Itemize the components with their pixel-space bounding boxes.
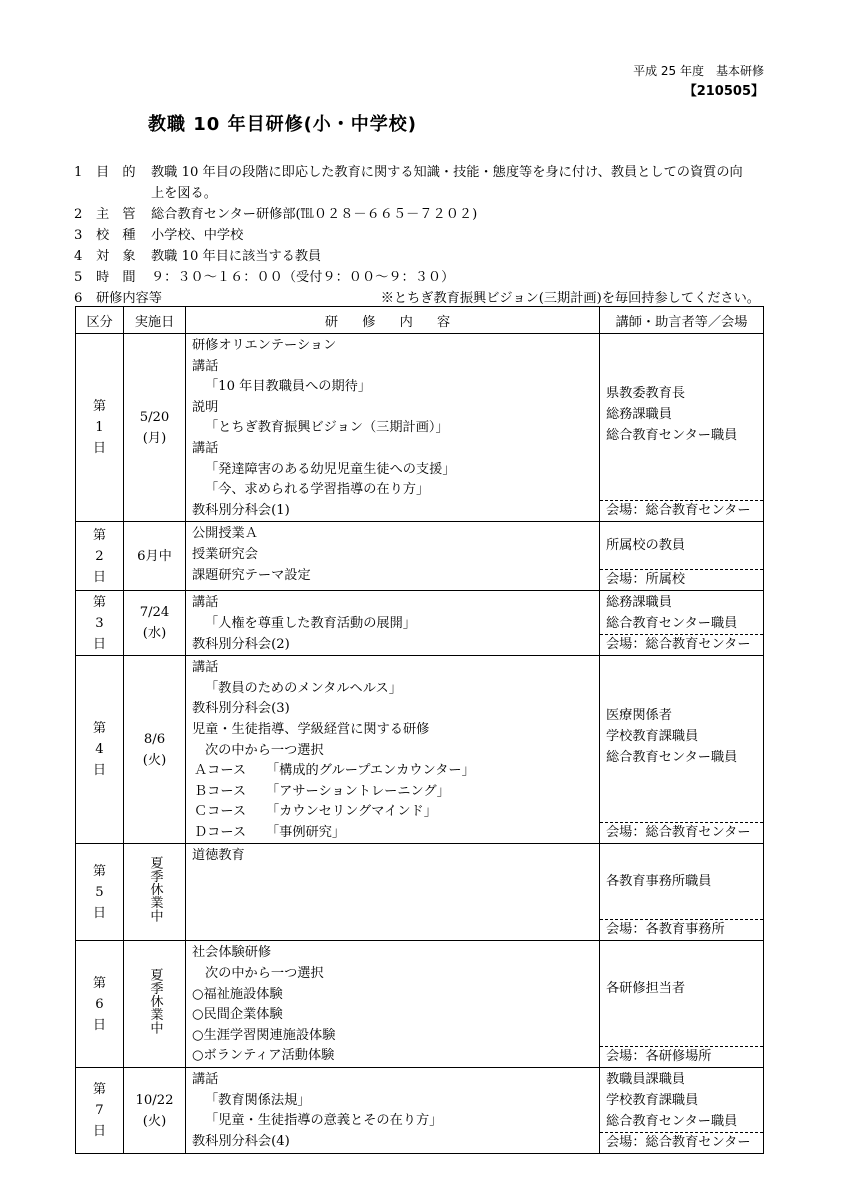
info-value: 総合教育センター研修部(℡０２８－６６５－７２０２) xyxy=(151,207,478,222)
content-line: 次の中から一つ選択 xyxy=(205,742,324,758)
date-text: 5/20 xyxy=(139,409,170,425)
day-cell xyxy=(76,591,124,656)
day-text: 日 xyxy=(92,763,107,779)
lecturer-name: 総合教育センター職員 xyxy=(606,1114,738,1130)
venue-label: 会場：総合教育センター xyxy=(600,1132,763,1153)
day-cell xyxy=(76,844,124,941)
info-number: 5 xyxy=(74,270,83,285)
date-cell xyxy=(124,522,186,591)
date-cell xyxy=(124,591,186,656)
content-cell xyxy=(186,844,600,941)
content-line: 「児童・生徒指導の意義とその在り方」 xyxy=(205,1113,443,1129)
lecturer-name: 総務課職員 xyxy=(606,595,672,611)
content-line: 「今、求められる学習指導の在り方」 xyxy=(205,482,430,498)
course-name: Ｃコース xyxy=(194,804,247,820)
info-label: 主 管 xyxy=(96,207,136,222)
content-line: 教科別分科会(4) xyxy=(192,1133,290,1149)
header-year-label: 平成 25 年度 基本研修 xyxy=(633,64,764,78)
course-name: Ａコース xyxy=(194,763,247,779)
lecturer-cell xyxy=(600,656,764,844)
info-value: ９：３０～１６：００（受付９：００～９：３０） xyxy=(151,270,455,285)
info-label: 研修内容等 xyxy=(96,291,162,306)
content-line: 講話 xyxy=(192,660,219,676)
lecturer-name: 総合教育センター職員 xyxy=(606,750,738,766)
course-line xyxy=(192,802,599,823)
content-line: 教科別分科会(1) xyxy=(192,502,290,518)
lecturer-cell xyxy=(600,591,764,656)
table-row xyxy=(76,591,764,656)
lecturer-cell xyxy=(600,941,764,1068)
day-text: 第 xyxy=(92,399,107,415)
lecturer-name: 総合教育センター職員 xyxy=(606,616,738,632)
day-text: 日 xyxy=(92,636,107,652)
date-cell xyxy=(124,844,186,941)
content-line: 研修オリエンテーション xyxy=(192,338,337,353)
info-number: 1 xyxy=(74,165,83,180)
course-title: 「アサーショントレーニング」 xyxy=(266,783,450,799)
day-text: 第 xyxy=(92,975,107,991)
course-title: 「事例研究」 xyxy=(266,824,346,840)
content-cell xyxy=(186,1068,600,1154)
day-cell xyxy=(76,334,124,522)
document-code: 【210505】 xyxy=(683,84,764,99)
course-name: Ｄコース xyxy=(194,824,247,840)
content-line: 説明 xyxy=(192,399,219,415)
column-header-content: 研 修 内 容 xyxy=(186,307,600,334)
info-number: 2 xyxy=(74,207,83,222)
lecturer-cell xyxy=(600,844,764,941)
content-line: 講話 xyxy=(192,358,219,374)
table-row xyxy=(76,1068,764,1154)
schedule-table xyxy=(75,306,764,1154)
venue-label: 会場：各教育事務所 xyxy=(600,919,763,940)
lecturer-name: 教職員課職員 xyxy=(606,1072,686,1088)
day-text: 第 xyxy=(92,1082,107,1098)
date-cell xyxy=(124,941,186,1068)
day-text: 1 xyxy=(95,420,104,436)
date-text: 6月中 xyxy=(137,548,172,564)
course-line xyxy=(192,823,599,844)
course-line xyxy=(192,782,599,803)
info-list xyxy=(74,162,774,309)
day-cell xyxy=(76,656,124,844)
content-line: 公開授業Ａ xyxy=(192,526,258,542)
lecturer-cell xyxy=(600,1068,764,1154)
course-name: Ｂコース xyxy=(194,783,247,799)
table-row xyxy=(76,941,764,1068)
content-cell xyxy=(186,591,600,656)
day-text: 6 xyxy=(95,996,104,1012)
info-label: 目 的 xyxy=(96,165,136,180)
content-line: ○ボランティア活動体験 xyxy=(192,1048,335,1064)
content-line: 「10 年目教職員への期待」 xyxy=(205,379,372,395)
content-line: 教科別分科会(3) xyxy=(192,701,290,717)
content-cell xyxy=(186,656,600,844)
info-value-continuation: 上を図る。 xyxy=(151,186,217,201)
info-value: 教職 10 年目の段階に即応した教育に関する知識・技能・態度等を身に付け、教員としての資質の向 xyxy=(151,165,743,180)
venue-label: 会場：総合教育センター xyxy=(600,822,763,843)
course-line xyxy=(192,761,599,782)
info-label: 時 間 xyxy=(96,270,136,285)
day-text: 第 xyxy=(92,594,107,610)
table-row xyxy=(76,334,764,522)
page-title: 教職 10 年目研修(小・中学校) xyxy=(148,114,418,135)
day-text: 日 xyxy=(92,905,107,921)
content-cell xyxy=(186,334,600,522)
day-text: 2 xyxy=(95,548,104,564)
day-text: 4 xyxy=(95,742,104,758)
column-header-date: 実施日 xyxy=(124,307,186,334)
lecturer-cell xyxy=(600,334,764,522)
info-item-organizer xyxy=(74,204,774,225)
day-text: 第 xyxy=(92,721,107,737)
content-line: 講話 xyxy=(192,595,219,611)
date-text-vertical: 夏季休業中 xyxy=(147,967,163,1034)
date-text: (月) xyxy=(142,430,167,446)
day-cell xyxy=(76,1068,124,1154)
lecturer-name: 総合教育センター職員 xyxy=(606,428,738,443)
lecturer-cell xyxy=(600,522,764,591)
content-line: 社会体験研修 xyxy=(192,945,272,961)
column-header-kubun: 区分 xyxy=(76,307,124,334)
info-note: ※とちぎ教育振興ビジョン(三期計画)を毎回持参してください。 xyxy=(380,291,760,306)
info-item-purpose xyxy=(74,162,774,183)
lecturer-name: 各研修担当者 xyxy=(606,981,686,997)
course-title: 「構成的グループエンカウンター」 xyxy=(266,763,475,779)
info-value: 教職 10 年目に該当する教員 xyxy=(151,249,322,264)
info-item-school-type xyxy=(74,225,774,246)
content-cell xyxy=(186,941,600,1068)
date-text: 8/6 xyxy=(143,731,166,747)
venue-label: 会場：各研修場所 xyxy=(600,1046,763,1067)
content-line: 講話 xyxy=(192,1072,219,1088)
venue-label: 会場：総合教育センター xyxy=(600,500,763,521)
column-header-lecturer: 講師・助言者等／会場 xyxy=(600,307,764,334)
date-text: (水) xyxy=(142,626,167,642)
course-title: 「カウンセリングマインド」 xyxy=(266,804,437,820)
date-cell xyxy=(124,656,186,844)
info-label: 対 象 xyxy=(96,249,136,264)
content-line: 「発達障害のある幼児児童生徒への支援」 xyxy=(205,461,456,477)
day-text: 日 xyxy=(92,441,107,457)
day-text: 3 xyxy=(95,615,104,631)
venue-label: 会場：所属校 xyxy=(600,569,763,590)
content-line: ○生涯学習関連施設体験 xyxy=(192,1027,336,1043)
content-line: 「とちぎ教育振興ビジョン（三期計画）」 xyxy=(205,420,449,436)
day-text: 日 xyxy=(92,569,107,585)
day-text: 第 xyxy=(92,527,107,543)
lecturer-name: 各教育事務所職員 xyxy=(606,874,712,890)
info-item-time xyxy=(74,267,774,288)
content-line: ○福祉施設体験 xyxy=(192,986,283,1002)
date-cell xyxy=(124,1068,186,1154)
info-label: 校 種 xyxy=(96,228,136,243)
content-line: ○民間企業体験 xyxy=(192,1007,283,1023)
content-line: 「人権を尊重した教育活動の展開」 xyxy=(205,615,416,631)
lecturer-name: 医療関係者 xyxy=(606,708,672,724)
date-text: 7/24 xyxy=(139,605,170,621)
content-line: 児童・生徒指導、学級経営に関する研修 xyxy=(192,721,430,737)
day-text: 第 xyxy=(92,863,107,879)
day-text: 5 xyxy=(95,884,104,900)
lecturer-name: 所属校の教員 xyxy=(606,538,686,554)
date-text-vertical: 夏季休業中 xyxy=(147,855,163,922)
lecturer-name: 学校教育課職員 xyxy=(606,1093,699,1109)
date-cell xyxy=(124,334,186,522)
content-line: 次の中から一つ選択 xyxy=(205,966,324,982)
content-line: 課題研究テーマ設定 xyxy=(192,567,311,583)
content-line: 授業研究会 xyxy=(192,546,258,562)
content-line: 「教育関係法規」 xyxy=(205,1092,311,1108)
table-row xyxy=(76,844,764,941)
info-item-target xyxy=(74,246,774,267)
date-text: (火) xyxy=(142,1113,167,1129)
day-text: 日 xyxy=(92,1017,107,1033)
content-line: 道徳教育 xyxy=(192,848,245,864)
info-number: 4 xyxy=(74,249,83,264)
content-line: 講話 xyxy=(192,440,219,456)
lecturer-name: 県教委教育長 xyxy=(606,386,686,401)
lecturer-name: 総務課職員 xyxy=(606,407,672,422)
day-cell xyxy=(76,941,124,1068)
info-value: 小学校、中学校 xyxy=(151,228,244,243)
table-header-row xyxy=(76,307,764,334)
date-text: (火) xyxy=(142,752,167,768)
table-row xyxy=(76,656,764,844)
day-text: 日 xyxy=(92,1124,107,1140)
content-cell xyxy=(186,522,600,591)
info-number: 3 xyxy=(74,228,83,243)
venue-label: 会場：総合教育センター xyxy=(600,634,763,655)
content-line: 教科別分科会(2) xyxy=(192,636,290,652)
day-cell xyxy=(76,522,124,591)
table-row xyxy=(76,522,764,591)
lecturer-name: 学校教育課職員 xyxy=(606,729,699,745)
info-number: 6 xyxy=(74,291,83,306)
date-text: 10/22 xyxy=(135,1092,174,1108)
content-line: 「教員のためのメンタルヘルス」 xyxy=(205,680,402,696)
day-text: 7 xyxy=(95,1103,104,1119)
